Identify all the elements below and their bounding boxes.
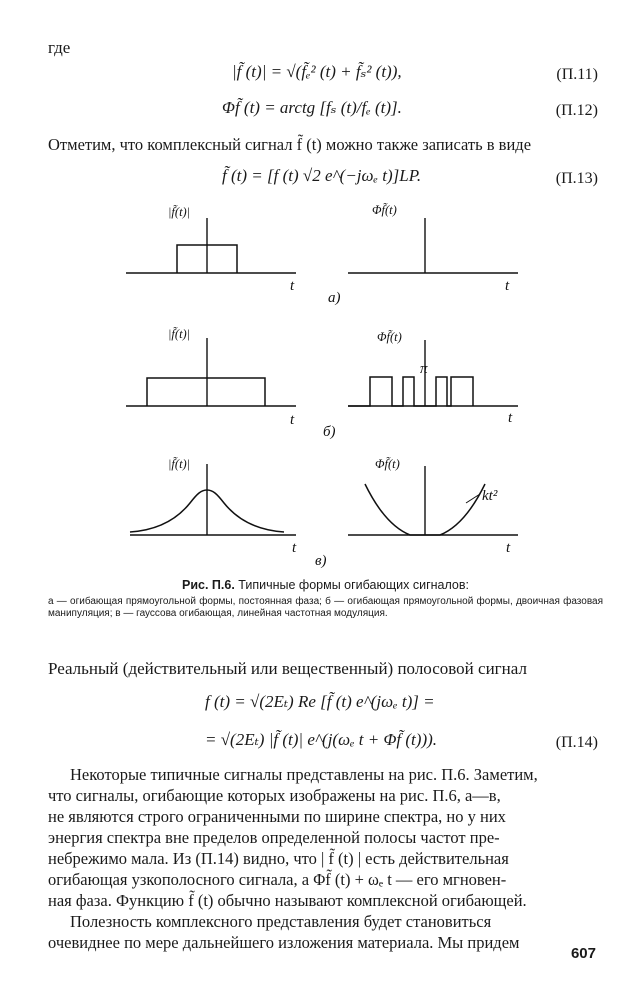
panel-b-rect-envelope (147, 378, 265, 406)
equation-number-p14: (П.14) (555, 734, 598, 751)
panel-c-left-label: |f̃(t)| (168, 457, 191, 471)
equation-p14-line2: = √(2Eₜ) |f̃ (t)| e^(j(ωₑ t + Φf̃ (t))). (205, 730, 438, 749)
panel-a-sublabel: а) (328, 290, 341, 306)
body-line: не являются строго ограниченными по ширине спектра, но у них (48, 807, 506, 826)
equation-number-p13: (П.13) (555, 170, 598, 187)
body-line: очевиднее по мере дальнейшего изложения материала. Мы придем (48, 933, 520, 952)
panel-c-kt2-label: kt² (482, 488, 498, 504)
panel-b-sublabel: б) (323, 424, 336, 440)
panel-c-right-t: t (506, 540, 511, 556)
caption-title (48, 578, 603, 592)
equation-p11: |f̃ (t)| = √(f̃ₑ² (t) + f̃ₛ² (t)), (232, 62, 402, 81)
panel-b-right-label: Φf̃(t) (377, 330, 402, 344)
panel-b-phase-pulses (348, 377, 473, 406)
panel-a-right-label: Φf̃(t) (372, 203, 397, 217)
panel-a-left-label: |f̃(t)| (168, 205, 191, 219)
body-line: Полезность комплексного представления будет становиться (70, 912, 492, 931)
figure-caption (48, 578, 603, 620)
equation-p14-line1: f (t) = √(2Eₜ) Re [f̃ (t) e^(jωₑ t)] = (205, 692, 435, 711)
equation-number-p11: (П.11) (556, 66, 598, 83)
equation-number-p12: (П.12) (555, 102, 598, 119)
panel-c-left-t: t (292, 540, 297, 556)
panel-a-right-t: t (505, 278, 510, 294)
paragraph-complex: Отметим, что комплексный сигнал f̃ (t) можно также записать в виде (48, 135, 532, 154)
panel-b-right-t: t (508, 410, 513, 426)
caption-title-rest: Типичные формы огибающих сигналов: (234, 578, 469, 592)
equation-p13: f̃ (t) = [f (t) √2 e^(−jωₑ t)]LP. (222, 166, 422, 185)
panel-a (126, 202, 518, 306)
panel-b-pi-label: π (420, 361, 428, 377)
equation-p12: Φf̃ (t) = arctg [fₛ (t)/fₑ (t)]. (222, 98, 402, 117)
panel-b-left-t: t (290, 412, 295, 428)
panel-a-left-t: t (290, 278, 295, 294)
panel-c-right-label: Φf̃(t) (375, 457, 400, 471)
panel-b (126, 326, 518, 440)
body-line: небрежимо мала. Из (П.14) видно, что | f̃ (t) | есть действительная (48, 849, 509, 868)
caption-title-bold: Рис. П.6. (182, 578, 235, 592)
body-line: что сигналы, огибающие которых изображены на рис. П.6, а—в, (48, 786, 501, 805)
body-line: Некоторые типичные сигналы представлены на рис. П.6. Заметим, (70, 765, 538, 784)
panel-c-sublabel: в) (315, 553, 327, 569)
body-line: энергия спектра вне пределов определенной полосы частот пре- (48, 828, 500, 847)
panel-c (130, 456, 518, 569)
paragraph-real: Реальный (действительный или вещественный) полосовой сигнал (48, 659, 527, 678)
body-line: огибающая узкополосного сигнала, а Φf̃ (t) + ωₑ t — его мгновен- (48, 870, 507, 889)
body-line: ная фаза. Функцию f̃ (t) обычно называют комплексной огибающей. (48, 891, 527, 910)
caption-text: а — огибающая прямоугольной формы, постоянная фаза; б — огибающая прямоугольной формы, двоичная фазовая манипуляция; в — гауссова огибающая, линейная частотная модуляция. (48, 596, 603, 619)
page-number: 607 (570, 945, 596, 962)
panel-b-left-label: |f̃(t)| (168, 327, 191, 341)
intro-word: где (48, 38, 71, 57)
